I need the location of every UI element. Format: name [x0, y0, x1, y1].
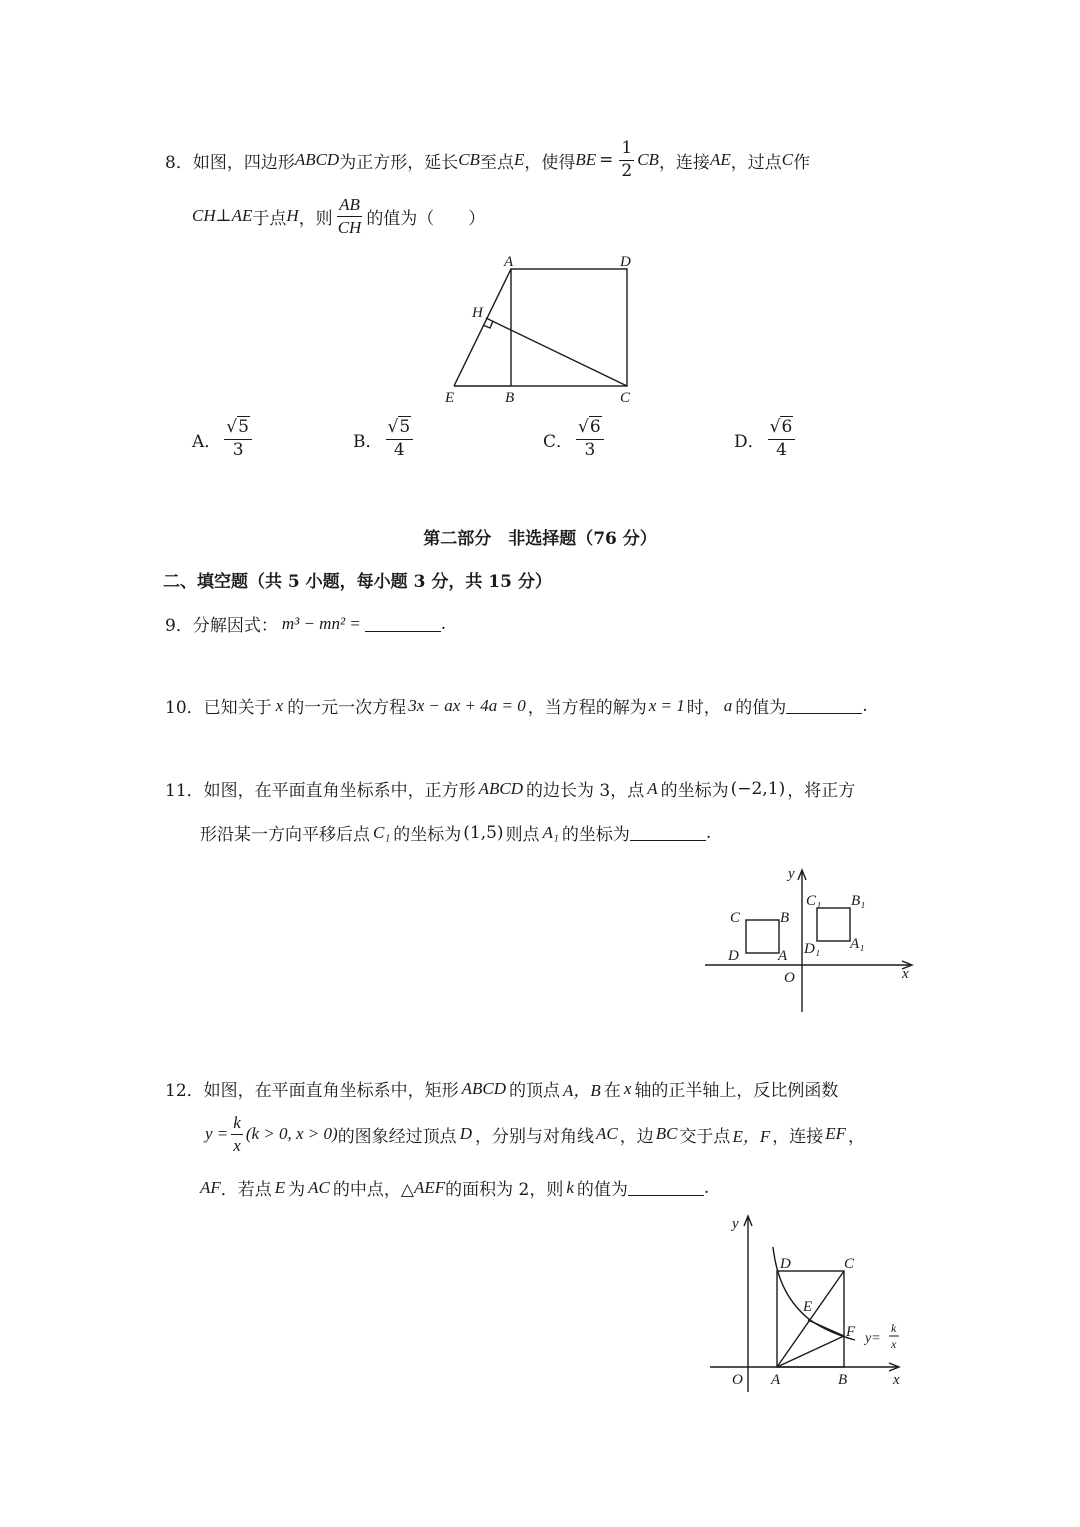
fig12-label-f: F: [846, 1324, 856, 1340]
square-abcd: [511, 269, 627, 386]
part2-title: 第二部分 非选择题（76 分）: [423, 529, 657, 549]
q11-line1: 11． 如图，在平面直角坐标系中，正方形 ABCD 的边长为 3，点 A 的坐标为 (−2,1) ，将正方: [165, 778, 856, 801]
line-ae: [454, 269, 511, 386]
q8-line2: CH ⊥ AE 于点 H ，则 $\frac{AB}{CH}$ 的值为（ ）: [192, 194, 486, 237]
diagonal-ac: [777, 1271, 844, 1367]
fig8-label-b: B: [505, 390, 515, 406]
q12-answer-blank[interactable]: [628, 1179, 704, 1196]
q11-figure: [700, 860, 925, 1020]
fig11-label-d: D: [728, 948, 739, 964]
fig12-label-a: A: [771, 1372, 781, 1388]
q8-number: 8．: [165, 152, 193, 173]
k-over-x-fraction: $\frac{k}{x}$: [233, 1112, 241, 1155]
q12-figure: [705, 1212, 920, 1397]
q8-ab-ch-fraction: $\frac{AB}{CH}$: [337, 194, 362, 237]
fig12-label-x: x: [893, 1372, 900, 1388]
q9-answer-blank[interactable]: [365, 615, 441, 632]
fig11-label-b: B: [780, 910, 790, 926]
fig11-label-x: x: [902, 966, 909, 982]
line-ch: [486, 318, 627, 386]
fig12-label-o: O: [732, 1372, 743, 1388]
q12-line2: y = $\frac{k}{x}$ (k > 0, x > 0) 的图象经过顶点 D ，分别与对角线 AC ，边 BC 交于点 E，F ，连接 EF ，: [205, 1112, 865, 1155]
q8-half-fraction: $\frac{1}{2}$: [621, 137, 633, 181]
fig12-label-y: y: [732, 1216, 739, 1232]
q8-option-b[interactable]: B． $\frac{√5}{4}$: [353, 418, 416, 460]
fig12-label-d: D: [780, 1256, 791, 1272]
q8-option-c[interactable]: C． $\frac{√6}{3}$: [543, 418, 607, 460]
q12-line3: AF ．若点 E 为 AC 的中点，△ AEF 的面积为 2，则 k 的值为 .: [200, 1177, 710, 1200]
fig12-label-b: B: [838, 1372, 848, 1388]
q8-figure: [440, 250, 640, 410]
fig8-label-e: E: [445, 390, 455, 406]
fig12-label-e: E: [803, 1299, 813, 1315]
q11-answer-blank[interactable]: [630, 824, 706, 841]
q8-option-d[interactable]: D． $\frac{√6}{4}$: [734, 418, 798, 460]
fig12-curve-label: y=: [865, 1331, 881, 1346]
q9-line: 9． 分解因式： m³ − mn² = .: [165, 613, 447, 636]
section-heading: 二、填空题（共 5 小题，每小题 3 分，共 15 分）: [163, 572, 552, 592]
q12-line1: 12． 如图，在平面直角坐标系中，矩形 ABCD 的顶点 A，B 在 x 轴的正半轴上，反比例函数: [165, 1078, 839, 1101]
q10-answer-blank[interactable]: [786, 697, 862, 714]
q8-option-a[interactable]: A． $\frac{√5}{3}$: [192, 418, 255, 460]
q8-line1: 8． 如图，四边形 ABCD 为正方形，延长 CB 至点 E ，使得 BE = $\frac{1}{2}$ CB ，连接 AE ，过点 C 作: [165, 137, 811, 181]
fig11-label-o: O: [784, 970, 795, 986]
fig11-label-a: A: [778, 948, 788, 964]
fig12-curve-x: x: [891, 1337, 897, 1351]
q10-line: 10． 已知关于 x 的一元一次方程 3x − ax + 4a = 0 ，当方程的解为 x = 1 时， a 的值为 .: [165, 695, 868, 718]
fig11-label-a1: A₁: [850, 936, 865, 952]
fig11-label-y: y: [788, 866, 795, 882]
fig8-label-c: C: [620, 390, 631, 406]
square-abcd: [746, 920, 779, 953]
fig8-label-a: A: [504, 254, 514, 270]
fig11-label-b1: B₁: [851, 893, 866, 909]
square-a1b1c1d1: [817, 908, 850, 941]
q11-line2: 形沿某一方向平移后点 C₁ 的坐标为 (1,5) 则点 A₁ 的坐标为 .: [200, 822, 712, 845]
fig8-label-d: D: [620, 254, 631, 270]
fig11-label-c: C: [730, 910, 741, 926]
fig11-label-c1: C₁: [806, 893, 822, 909]
fig12-label-c: C: [844, 1256, 855, 1272]
fig12-curve-k: k: [891, 1321, 897, 1335]
fig8-label-h: H: [472, 305, 483, 321]
fig11-label-d1: D₁: [804, 941, 821, 957]
